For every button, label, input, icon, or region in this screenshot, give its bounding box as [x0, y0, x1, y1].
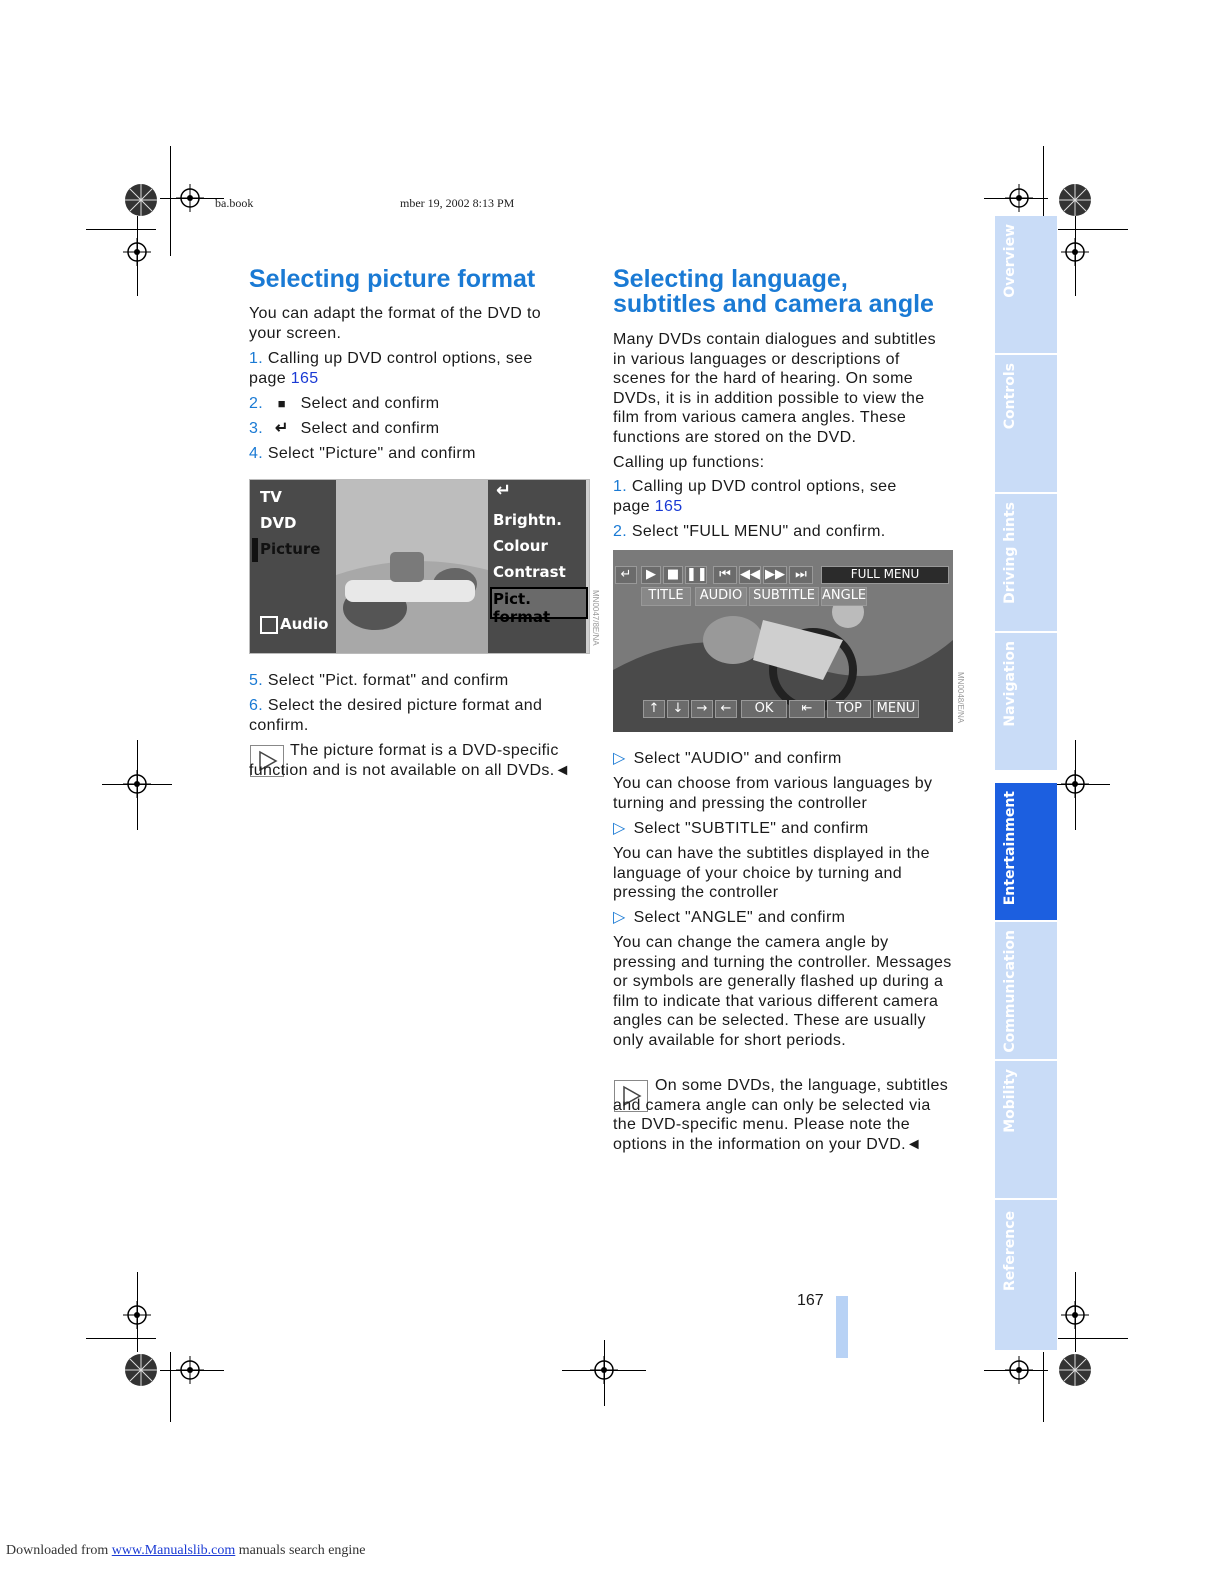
page-link[interactable]: 165: [290, 369, 319, 387]
picture-menu-screenshot: [249, 479, 590, 654]
tab-label: Navigation: [1002, 641, 1018, 727]
bullet-arrow-icon: ▷: [613, 750, 626, 767]
menu-item-tv[interactable]: TV: [260, 488, 282, 506]
figure-code: MN0048/E/NA: [956, 672, 965, 724]
intro-text: [249, 304, 569, 343]
registration-target-icon: [1061, 238, 1089, 266]
footer: [6, 1543, 366, 1559]
right-intro-text: [613, 330, 953, 448]
tab-label: Reference: [1002, 1211, 1018, 1292]
tab-overview[interactable]: [995, 216, 1057, 355]
menu-item-picture[interactable]: Picture: [260, 540, 321, 558]
step-number: 3.: [249, 420, 264, 437]
back-icon[interactable]: ↵: [496, 480, 512, 501]
forward-button[interactable]: ▶▶: [765, 567, 785, 582]
tab-mobility[interactable]: [995, 1061, 1057, 1200]
tab-label: Mobility: [1002, 1069, 1018, 1133]
step-text: Select the desired picture format and confirm.: [249, 697, 543, 734]
registration-target-icon: [590, 1356, 618, 1384]
tab-audio[interactable]: AUDIO: [695, 587, 747, 606]
tab-angle[interactable]: ANGLE: [821, 587, 867, 606]
step-6: [249, 696, 579, 735]
return-icon: ↵: [274, 420, 289, 437]
full-menu-screenshot: [613, 550, 953, 732]
intro-text-content: You can adapt the format of the DVD to your screen.: [249, 305, 541, 342]
bullet-label: Select "AUDIO" and confirm: [633, 750, 842, 767]
tab-label: Overview: [1002, 224, 1018, 298]
footer-suffix: manuals search engine: [235, 1543, 366, 1558]
bullet-angle: [613, 908, 953, 928]
step-text: Select and confirm: [300, 395, 440, 412]
step-number: 2.: [249, 395, 264, 412]
registration-target-icon: [123, 1301, 151, 1329]
right-step-2: [613, 522, 953, 542]
bullet-subtitle: [613, 819, 953, 839]
stop-icon: ■: [277, 396, 286, 411]
step-5: [249, 671, 569, 691]
audio-icon: [260, 616, 278, 634]
right-note-content: On some DVDs, the language, subtitles and camera angle can only be selected via the DVD-specific menu. Please note the options in the information on your DVD.◄: [613, 1077, 949, 1153]
tab-controls[interactable]: [995, 355, 1057, 494]
up-arrow-button[interactable]: ↑: [643, 700, 665, 718]
down-arrow-button[interactable]: ↓: [667, 700, 689, 718]
full-menu-button[interactable]: FULL MENU: [821, 566, 949, 584]
step-number: 4.: [249, 445, 264, 462]
skip-back-button[interactable]: ⏮: [713, 566, 737, 584]
page-number-bar: [836, 1296, 848, 1358]
page-link[interactable]: 165: [654, 497, 683, 515]
footer-prefix: Downloaded from: [6, 1543, 112, 1558]
step-3: [249, 419, 569, 439]
step-1: [249, 349, 569, 388]
page-number: 167: [797, 1292, 824, 1309]
menu-item-colour[interactable]: Colour: [493, 537, 548, 555]
right-step-1: [613, 477, 933, 516]
step-number: 1.: [249, 350, 264, 367]
enter-button[interactable]: ⇤: [789, 700, 825, 718]
menu-item-brightness[interactable]: Brightn.: [493, 511, 562, 529]
color-wheel-icon: [1058, 183, 1092, 217]
step-text: Select "FULL MENU" and confirm.: [631, 523, 886, 540]
tab-reference[interactable]: [995, 1200, 1057, 1352]
tab-driving-hints[interactable]: [995, 494, 1057, 633]
header-date: mber 19, 2002 8:13 PM: [400, 196, 515, 210]
title-line-1: Selecting language,: [613, 265, 848, 293]
tab-navigation[interactable]: [995, 633, 1057, 772]
step-2: [249, 394, 569, 414]
tab-entertainment[interactable]: [995, 783, 1057, 922]
step-number: 5.: [249, 672, 264, 689]
right-arrow-button[interactable]: →: [691, 700, 713, 718]
bullet-label: Select "ANGLE" and confirm: [633, 909, 846, 926]
menu-item-dvd[interactable]: DVD: [260, 514, 297, 532]
menu-item-pict-format[interactable]: Pict. format: [493, 590, 551, 626]
rewind-button[interactable]: ◀◀: [740, 567, 760, 582]
note-content: The picture format is a DVD-specific function and is not available on all DVDs.◄: [249, 742, 571, 779]
step-number: 1.: [613, 478, 628, 495]
return-button[interactable]: ↵: [615, 566, 637, 584]
title-line-2: subtitles and camera angle: [613, 290, 934, 318]
registration-target-icon: [1061, 770, 1089, 798]
section-title-picture-format: Selecting picture format: [249, 265, 536, 293]
skip-forward-button[interactable]: ⏭: [789, 566, 813, 584]
menu-item-contrast[interactable]: Contrast: [493, 563, 566, 581]
pause-button[interactable]: ❚❚: [686, 567, 708, 582]
bullet-arrow-icon: ▷: [613, 820, 626, 837]
step-text: Select "Pict. format" and confirm: [267, 672, 509, 689]
step-number: 2.: [613, 523, 628, 540]
bullet-audio: [613, 749, 953, 769]
calling-text: Calling up functions:: [613, 454, 765, 471]
tab-subtitle[interactable]: SUBTITLE: [749, 587, 819, 606]
menu-item-audio[interactable]: Audio: [280, 615, 329, 633]
color-wheel-icon: [124, 1353, 158, 1387]
step-text: Calling up DVD control options, see page: [613, 478, 897, 515]
registration-target-icon: [176, 1356, 204, 1384]
bullet-label: Select "SUBTITLE" and confirm: [633, 820, 869, 837]
registration-target-icon: [1061, 1301, 1089, 1329]
right-intro-content: Many DVDs contain dialogues and subtitles in various languages or descriptions of scenes for the hard of hearing. On some DVDs, it is in addition possible to view the film from various camera angles. These functions are stored on the DVD.: [613, 331, 936, 446]
tab-label: Entertainment: [1002, 791, 1018, 906]
bullet-subtitle-desc: You can have the subtitles displayed in the language of your choice by turning and pressing the controller: [613, 845, 930, 902]
left-arrow-button[interactable]: ←: [715, 700, 737, 718]
registration-target-icon: [1005, 1356, 1033, 1384]
footer-link[interactable]: www.Manualslib.com: [111, 1543, 236, 1558]
bullet-audio-desc: You can choose from various languages by turning and pressing the controller: [613, 775, 933, 812]
registration-target-icon: [123, 770, 151, 798]
tab-label: Controls: [1002, 363, 1018, 430]
tab-label: Driving hints: [1002, 502, 1018, 604]
color-wheel-icon: [1058, 1353, 1092, 1387]
right-note-text: [613, 1076, 953, 1154]
ok-button[interactable]: OK: [741, 700, 787, 718]
section-title-language: [613, 267, 934, 317]
tab-communication[interactable]: [995, 922, 1057, 1061]
header-book: ba.book: [215, 196, 254, 210]
figure-code: MN0047/8E/NA: [591, 590, 600, 646]
registration-target-icon: [1005, 184, 1033, 212]
step-text: Select and confirm: [300, 420, 440, 437]
bullet-angle-desc: You can change the camera angle by pressing and turning the controller. Messages or symbols are generally flashed up during a film to indicate that various different camera angles can be selected. These are usually only available for short periods.: [613, 934, 952, 1049]
selection-marker: [252, 538, 258, 562]
play-button[interactable]: ▶: [641, 566, 661, 584]
tab-title[interactable]: TITLE: [641, 587, 691, 606]
step-4: [249, 444, 569, 464]
step-text: Calling up DVD control options, see page: [249, 350, 533, 387]
color-wheel-icon: [124, 183, 158, 217]
step-text: Select "Picture" and confirm: [267, 445, 476, 462]
menu-button[interactable]: MENU: [873, 700, 919, 718]
step-number: 6.: [249, 697, 264, 714]
top-button[interactable]: TOP: [827, 700, 871, 718]
note-text: [249, 741, 584, 780]
bullet-arrow-icon: ▷: [613, 909, 626, 926]
tab-label: Communication: [1002, 930, 1018, 1053]
stop-button[interactable]: ■: [663, 566, 683, 584]
registration-target-icon: [123, 238, 151, 266]
registration-target-icon: [176, 184, 204, 212]
